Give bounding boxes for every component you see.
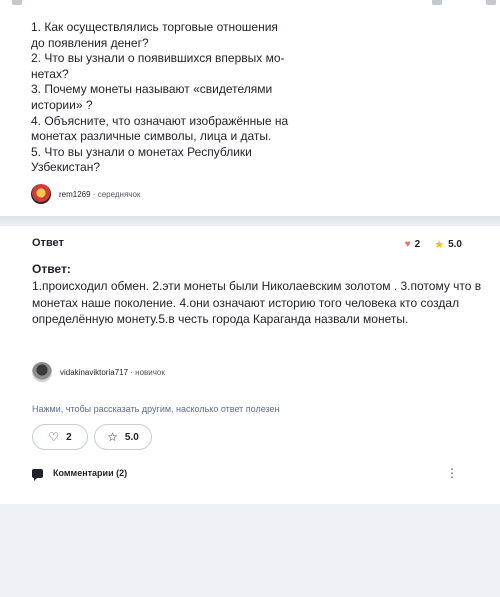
question-line: 2. Что вы узнали о появившихся впервых мо- [31,51,285,66]
answer-author[interactable] [32,362,165,382]
question-line: истории» ? [31,97,93,112]
author-rank: середнячок [97,189,141,199]
answer-line: монетах наше поколение. 4.они означают историю того человека кто создал [32,295,460,310]
rate-button-label: 5.0 [124,431,139,443]
answer-label: Ответ: [32,262,71,276]
answer-card [0,226,500,504]
star-outline-icon: ☆ [107,430,118,444]
question-line: монетах различные символы, лица и даты. [31,129,272,144]
star-icon: ★ [434,239,445,251]
comment-icon [32,469,43,478]
like-button-label: 2 [66,431,72,443]
author-label: rem1269 · середнячок [59,189,141,199]
question-line: 5. Что вы узнали о монетах Республики [31,144,252,159]
menu-icon[interactable] [486,0,496,5]
answer-stats [405,238,462,251]
question-line: до появления денег? [31,35,149,50]
heart-icon: ♥ [404,239,411,250]
avatar[interactable] [31,184,51,204]
author-rank: новичок [135,367,165,377]
rate-button[interactable] [94,424,152,450]
rate-prompt: Нажми, чтобы рассказать другим, насколько ответ полезен [32,404,280,414]
more-vertical-icon[interactable]: ⋮ [446,466,458,480]
question-card [0,0,500,216]
question-line: 1. Как осуществлялись торговые отношения [31,20,278,34]
author-name[interactable]: vidakinaviktoria717 [60,367,129,377]
heart-outline-icon: ♡ [48,430,60,444]
question-line: Узбекистан? [31,160,101,175]
question-line: нетах? [31,66,69,81]
question-author[interactable] [31,183,140,205]
answer-header: Ответ [32,237,64,249]
comments-toggle[interactable] [32,468,127,478]
author-name[interactable]: rem1269 [59,189,91,199]
share-icon[interactable] [432,0,442,5]
question-line: 3. Почему монеты называют «свидетелями [31,82,273,97]
answer-line: 1.происходил обмен. 2.эти монеты были Николаевским золотом . 3.потому что в [32,279,482,293]
back-icon[interactable] [12,0,22,5]
comments-label: Комментарии (2) [53,468,128,478]
top-icons [0,0,500,8]
answer-body [32,278,482,328]
likes-count: 2 [414,239,421,250]
avatar[interactable] [32,362,52,382]
question-line: 4. Объясните, что означают изображённые на [31,113,289,128]
like-button[interactable] [32,424,88,450]
answer-line: определённую монету.5.в честь города Караганда назвали монеты. [32,312,409,326]
author-label: vidakinaviktoria717 · новичок [60,367,165,377]
question-text [31,20,301,176]
section-divider [0,216,500,226]
reaction-buttons [32,424,158,450]
rating-value: 5.0 [448,239,462,250]
